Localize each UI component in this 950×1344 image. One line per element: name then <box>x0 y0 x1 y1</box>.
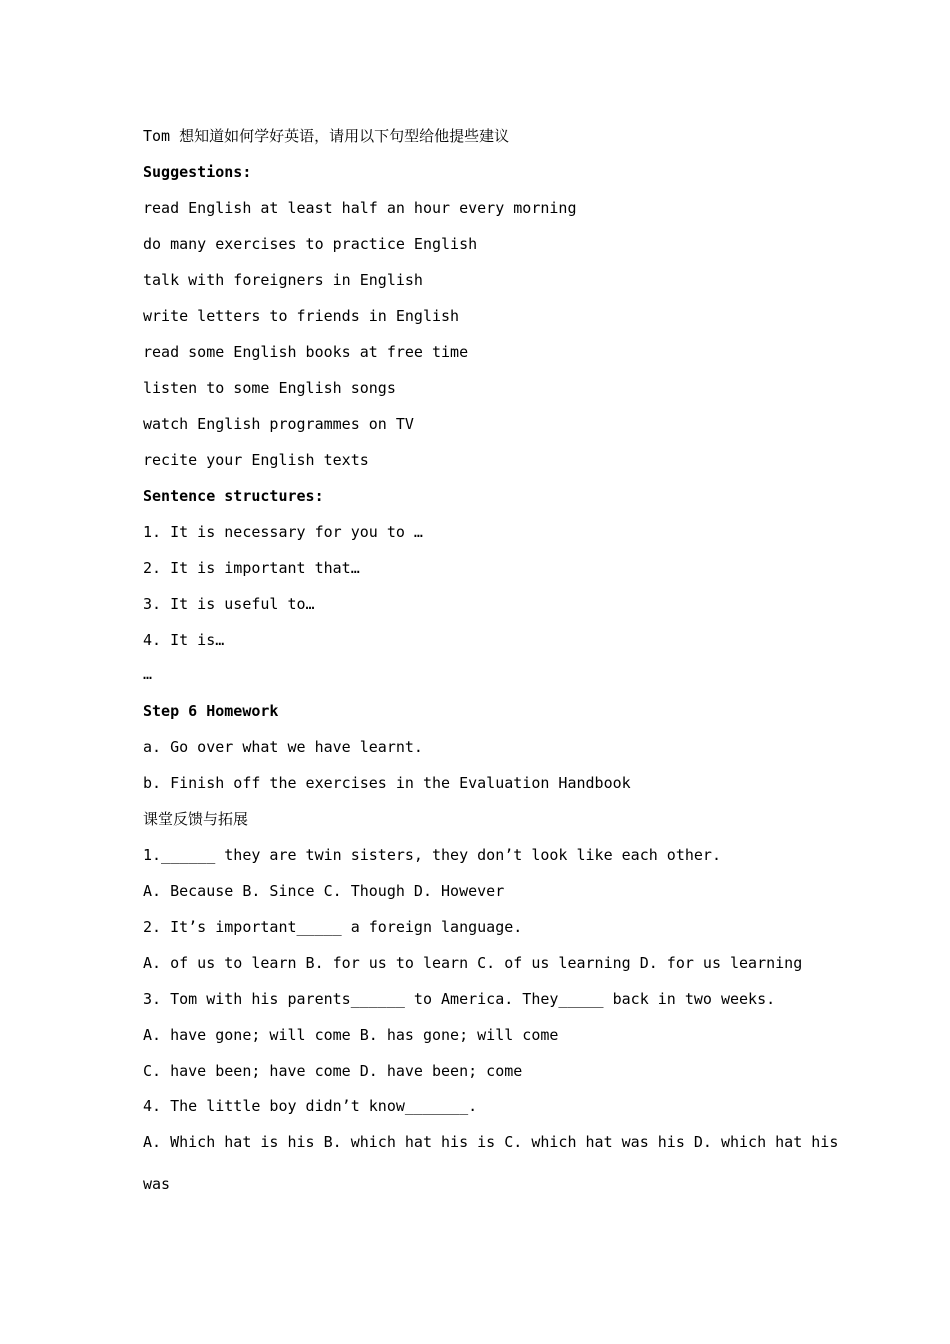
question-3: 3. Tom with his parents______ to America. They_____ back in two weeks. <box>143 990 776 1008</box>
structure-ellipsis: … <box>143 665 153 683</box>
structure-item: 4. It is… <box>143 631 225 649</box>
suggestion-item: watch English programmes on TV <box>143 415 414 433</box>
structure-item: 3. It is useful to… <box>143 595 315 613</box>
structure-item: 2. It is important that… <box>143 559 360 577</box>
question-1: 1.______ they are twin sisters, they don’t look like each other. <box>143 846 721 864</box>
intro-instruction: Tom 想知道如何学好英语，请用以下句型给他提些建议 <box>143 127 510 145</box>
question-1-options: A. Because B. Since C. Though D. However <box>143 882 505 900</box>
suggestion-item: read some English books at free time <box>143 343 469 361</box>
suggestion-item: talk with foreigners in English <box>143 271 423 289</box>
question-4: 4. The little boy didn’t know_______. <box>143 1097 478 1115</box>
suggestion-item: read English at least half an hour every morning <box>143 199 577 217</box>
homework-item: b. Finish off the exercises in the Evaluation Handbook <box>143 774 631 792</box>
homework-item: a. Go over what we have learnt. <box>143 738 423 756</box>
suggestion-item: do many exercises to practice English <box>143 235 478 253</box>
question-4-options-continued: was <box>143 1175 171 1193</box>
homework-heading: Step 6 Homework <box>143 702 279 720</box>
feedback-heading: 课堂反馈与拓展 <box>143 810 249 828</box>
suggestion-item: recite your English texts <box>143 451 369 469</box>
structures-heading: Sentence structures: <box>143 487 324 505</box>
question-4-options: A. Which hat is his B. which hat his is C. which hat was his D. which hat his <box>143 1133 839 1151</box>
question-2-options: A. of us to learn B. for us to learn C. of us learning D. for us learning <box>143 954 803 972</box>
question-2: 2. It’s important_____ a foreign language. <box>143 918 523 936</box>
suggestions-heading: Suggestions: <box>143 163 252 181</box>
suggestion-item: write letters to friends in English <box>143 307 460 325</box>
question-3-options: C. have been; have come D. have been; come <box>143 1062 523 1080</box>
question-3-options: A. have gone; will come B. has gone; will come <box>143 1026 559 1044</box>
suggestion-item: listen to some English songs <box>143 379 396 397</box>
structure-item: 1. It is necessary for you to … <box>143 523 423 541</box>
